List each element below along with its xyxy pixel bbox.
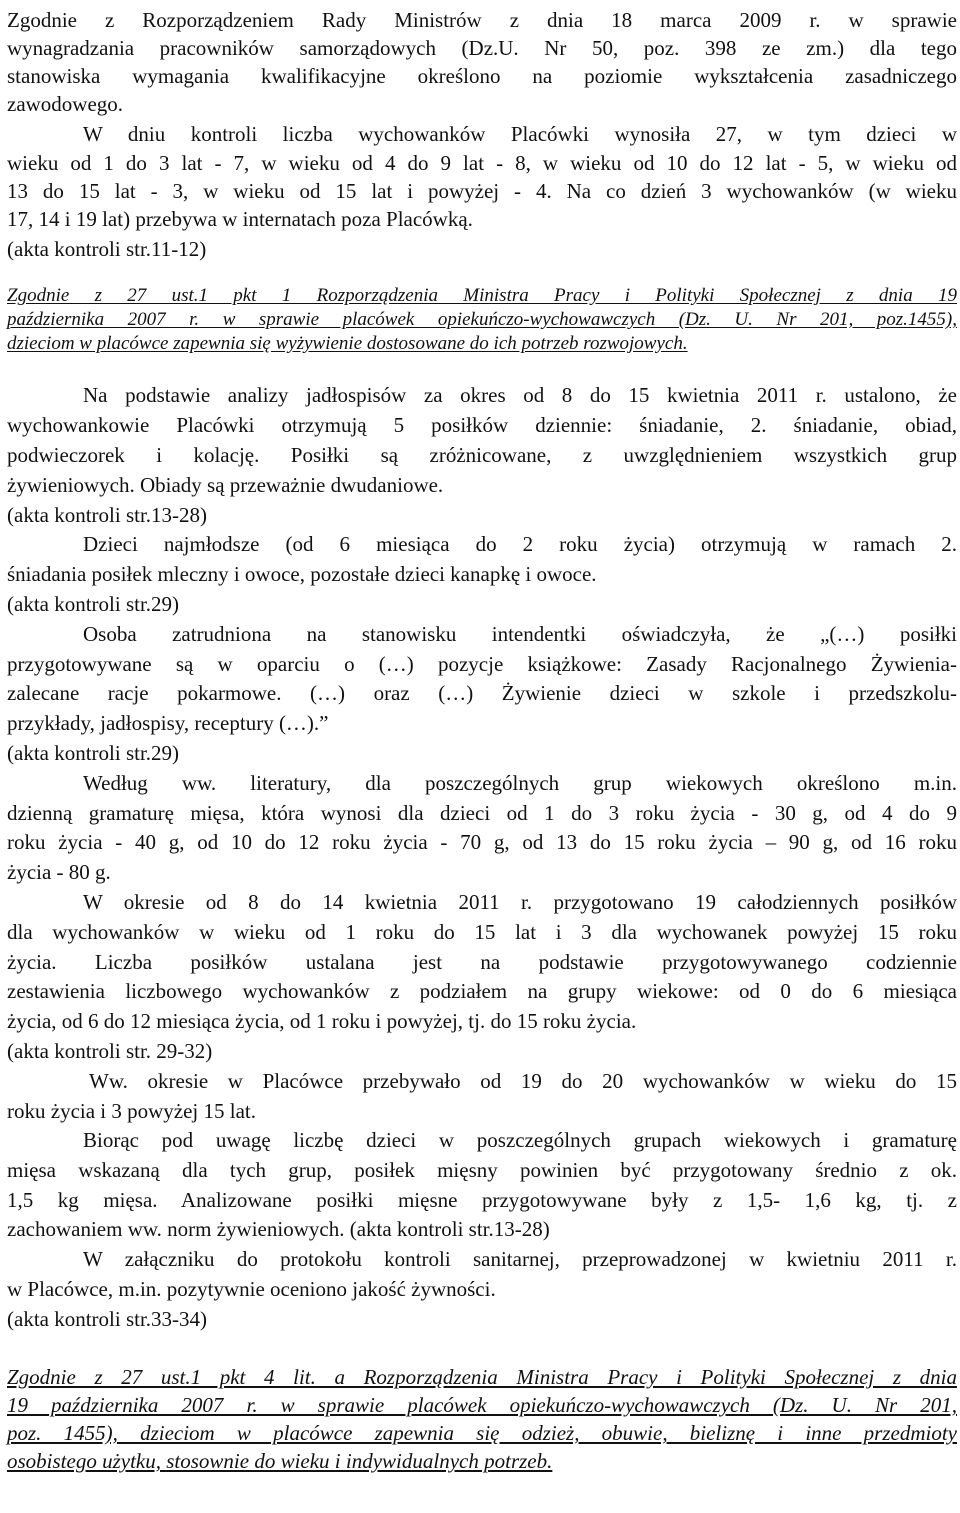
text-line: podwieczorek i kolację. Posiłki są zróżnicowane, z uwzględnieniem wszystkich grup [7,443,957,467]
legal-reference-line: Zgodnie z 27 ust.1 pkt 4 lit. a Rozporządzenia Ministra Pracy i Polityki Społecznej z dnia [7,1365,957,1389]
text-line: wieku od 1 do 3 lat - 7, w wieku od 4 do 9 lat - 8, w wieku od 10 do 12 lat - 5, w wieku od [7,151,957,175]
text-line: dzienną gramaturę mięsa, która wynosi dla dzieci od 1 do 3 roku życia - 30 g, od 4 do 9 [7,801,957,825]
text-line: wynagradzania pracowników samorządowych (Dz.U. Nr 50, poz. 398 ze zm.) dla tego [7,36,957,60]
file-reference: (akta kontroli str.33-34) [7,1307,208,1331]
text-line: W okresie od 8 do 14 kwietnia 2011 r. przygotowano 19 całodziennych posiłków [83,890,957,914]
text-line: W dniu kontroli liczba wychowanków Placówki wynosiła 27, w tym dzieci w [83,122,957,146]
text-line: Według ww. literatury, dla poszczególnych grup wiekowych określono m.in. [83,771,957,795]
legal-reference-line: 19 października 2007 r. w sprawie placówek opiekuńczo-wychowawczych (Dz. U. Nr 201, [7,1393,957,1417]
text-line: wychowankowie Placówki otrzymują 5 posiłków dziennie: śniadanie, 2. śniadanie, obiad, [7,413,957,437]
text-line: mięsa wskazaną dla tych grup, posiłek mięsny powinien być przygotowany średnio z ok. [7,1158,957,1182]
text-line: Biorąc pod uwagę liczbę dzieci w poszczególnych grupach wiekowych i gramaturę [83,1128,957,1152]
legal-reference-line: dzieciom w placówce zapewnia się wyżywienie dostosowane do ich potrzeb rozwojowych. [7,333,688,354]
text-line: Zgodnie z Rozporządzeniem Rady Ministrów z dnia 18 marca 2009 r. w sprawie [7,8,957,32]
text-line: Na podstawie analizy jadłospisów za okres od 8 do 15 kwietnia 2011 r. ustalono, że [83,383,957,407]
text-line: zachowaniem ww. norm żywieniowych. (akta kontroli str.13-28) [7,1217,550,1241]
file-reference: (akta kontroli str.29) [7,592,180,616]
text-line: zawodowego. [7,92,124,116]
file-reference: (akta kontroli str.29) [7,741,180,765]
text-line: W załączniku do protokołu kontroli sanitarnej, przeprowadzonej w kwietniu 2011 r. [83,1247,957,1271]
text-line: przygotowywane są w oparciu o (…) pozycje książkowe: Zasady Racjonalnego Żywienia- [7,652,957,676]
text-line: dla wychowanków w wieku od 1 roku do 15 lat i 3 dla wychowanek powyżej 15 roku [7,920,957,944]
text-line: Osoba zatrudniona na stanowisku intendentki oświadczyła, że „(…) posiłki [83,622,957,646]
legal-reference-line: października 2007 r. w sprawie placówek opiekuńczo-wychowawczych (Dz. U. Nr 201, poz.1455), [7,309,957,330]
text-line: zestawienia liczbowego wychowanków z podziałem na grupy wiekowe: od 0 do 6 miesiąca [7,979,957,1003]
file-reference: (akta kontroli str.13-28) [7,503,208,527]
text-line: roku życia - 40 g, od 10 do 12 roku życia - 70 g, od 13 do 15 roku życia – 90 g, od 16 roku [7,830,957,854]
text-line: przykłady, jadłospisy, receptury (…).” [7,711,329,735]
legal-reference-line: Zgodnie z 27 ust.1 pkt 1 Rozporządzenia Ministra Pracy i Polityki Społecznej z dnia 19 [7,285,957,306]
file-reference: (akta kontroli str.11-12) [7,237,207,261]
text-line: 17, 14 i 19 lat) przebywa w internatach poza Placówką. [7,207,473,231]
text-line: życia, od 6 do 12 miesiąca życia, od 1 roku i powyżej, tj. do 15 roku życia. [7,1009,637,1033]
text-line: Dzieci najmłodsze (od 6 miesiąca do 2 roku życia) otrzymują w ramach 2. [83,532,957,556]
text-line: stanowiska wymagania kwalifikacyjne określono na poziomie wykształcenia zasadniczego [7,64,957,88]
legal-reference-line: poz. 1455), dzieciom w placówce zapewnia się odzież, obuwie, bieliznę i inne przedmioty [7,1421,957,1445]
text-line: życia - 80 g. [7,860,111,884]
text-line: śniadania posiłek mleczny i owoce, pozostałe dzieci kanapkę i owoce. [7,562,597,586]
text-line: 1,5 kg mięsa. Analizowane posiłki mięsne przygotowywane były z 1,5- 1,6 kg, tj. z [7,1188,957,1212]
legal-reference-line: osobistego użytku, stosownie do wieku i indywidualnych potrzeb. [7,1449,553,1473]
text-line: żywieniowych. Obiady są przeważnie dwudaniowe. [7,473,444,497]
file-reference: (akta kontroli str. 29-32) [7,1039,213,1063]
text-line: roku życia i 3 powyżej 15 lat. [7,1099,257,1123]
text-line: zalecane racje pokarmowe. (…) oraz (…) Żywienie dzieci w szkole i przedszkolu- [7,681,957,705]
text-line: życia. Liczba posiłków ustalana jest na podstawie przygotowywanego codziennie [7,950,957,974]
text-line: Ww. okresie w Placówce przebywało od 19 do 20 wychowanków w wieku do 15 [89,1069,957,1093]
text-line: w Placówce, m.in. pozytywnie oceniono jakość żywności. [7,1277,496,1301]
text-line: 13 do 15 lat - 3, w wieku od 15 lat i powyżej - 4. Na co dzień 3 wychowanków (w wieku [7,179,957,203]
